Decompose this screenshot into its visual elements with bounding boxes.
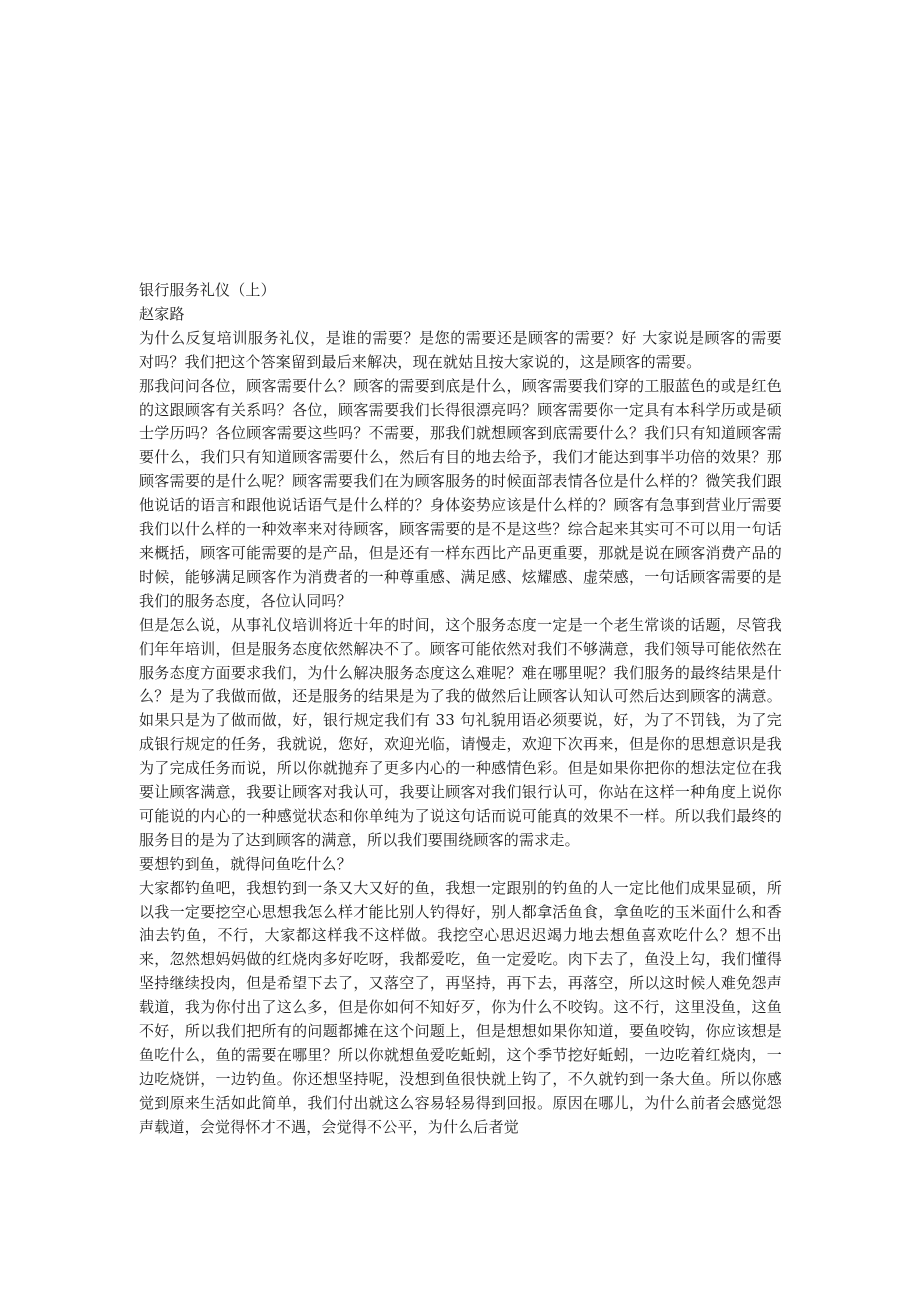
paragraph-service-attitude: 但是怎么说，从事礼仪培训将近十年的时间，这个服务态度一定是一个老生常谈的话题，尽管我们年年培训，但是服务态度依然解决不了。顾客可能依然对我们不够满意，我们领导可能依然在服务态度方面要求我们，为什么解决服务态度这么难呢？难在哪里呢？我们服务的最终结果是什么？是为了我做而做，还是服务的结果是为了我的做然后让顾客认知认可然后达到顾客的满意。如果只是为了做而做，好，银行规定我们有 33 句礼貌用语必须要说，好，为了不罚钱，为了完成银行规定的任务，我就说，您好，欢迎光临，请慢走，欢迎下次再来，但是你的思想意识是我为了完成任务而说，所以你就抛弃了更多内心的一种感情色彩。但是如果你把你的想法定位在我要让顾客满意，我要让顾客对我认可，我要让顾客对我们银行认可，你站在这样一种角度上说你可能说的内心的一种感觉状态和你单纯为了说这句话而说可能真的效果不一样。所以我们最终的服务目的是为了达到顾客的满意，所以我们要围绕顾客的需求走。 [139, 615, 782, 849]
paragraph-fishing-story: 大家都钓鱼吧，我想钓到一条又大又好的鱼，我想一定跟别的钓鱼的人一定比他们成果显硕，所以我一定要挖空心思想我怎么样才能比别人钓得好，别人都拿活鱼食，拿鱼吃的玉米面什么和香油去钓鱼，不行，大家都这样我不这样做。我挖空心思迟迟竭力地去想鱼喜欢吃什么？想不出来，忽然想妈妈做的红烧肉多好吃呀，我都爱吃，鱼一定爱吃。肉下去了，鱼没上勾，我们懂得坚持继续投肉，但是希望下去了，又落空了，再坚持，再下去，再落空，所以这时候人难免怨声载道，我为你付出了这么多，但是你如何不知好歹，你为什么不咬钩。这不行，这里没鱼，这鱼不好，所以我们把所有的问题都摊在这个问题上，但是想想如果你知道，要鱼咬钩，你应该想是鱼吃什么，鱼的需要在哪里？所以你就想鱼爱吃蚯蚓，这个季节挖好蚯蚓，一边吃着红烧肉，一边吃烧饼，一边钓鱼。你还想坚持呢，没想到鱼很快就上钩了，不久就钓到一条大鱼。所以你感觉到原来生活如此简单，我们付出就这么容易轻易得到回报。原因在哪儿，为什么前者会感觉怨声载道，会觉得怀才不遇，会觉得不公平，为什么后者觉 [139, 878, 782, 1136]
section-heading-fishing: 要想钓到鱼，就得问鱼吃什么？ [139, 854, 352, 873]
document-author: 赵家路 [139, 304, 185, 323]
document-page [139, 279, 782, 1140]
paragraph-intro: 为什么反复培训服务礼仪，是谁的需要？是您的需要还是顾客的需要？好 大家说是顾客的需要对吗？我们把这个答案留到最后来解决，现在就姑且按大家说的，这是顾客的需要。 [139, 328, 782, 371]
paragraph-customer-needs: 那我问问各位，顾客需要什么？顾客的需要到底是什么，顾客需要我们穿的工服蓝色的或是红色的这跟顾客有关系吗？各位，顾客需要我们长得很漂亮吗？顾客需要你一定具有本科学历或是硕士学历吗？各位顾客需要这些吗？不需要，那我们就想顾客到底需要什么？我们只有知道顾客需要什么，我们只有知道顾客需要什么，然后有目的地去给予，我们才能达到事半功倍的效果？那顾客需要的是什么呢？顾客需要我们在为顾客服务的时候面部表情各位是什么样的？微笑我们跟 他说话的语言和跟他说话语气是什么样的？身体姿势应该是什么样的？顾客有急事到营业厅需要我们以什么样的一种效率来对待顾客，顾客需要的是不是这些？综合起来其实可不可以用一句话来概括，顾客可能需要的是产品，但是还有一样东西比产品更重要，那就是说在顾客消费产品的时候，能够满足顾客作为消费者的一种尊重感、满足感、炫耀感、虚荣感，一句话顾客需要的是我们的服务态度，各位认同吗？ [139, 376, 782, 610]
document-title: 银行服务礼仪（上） [139, 281, 276, 299]
